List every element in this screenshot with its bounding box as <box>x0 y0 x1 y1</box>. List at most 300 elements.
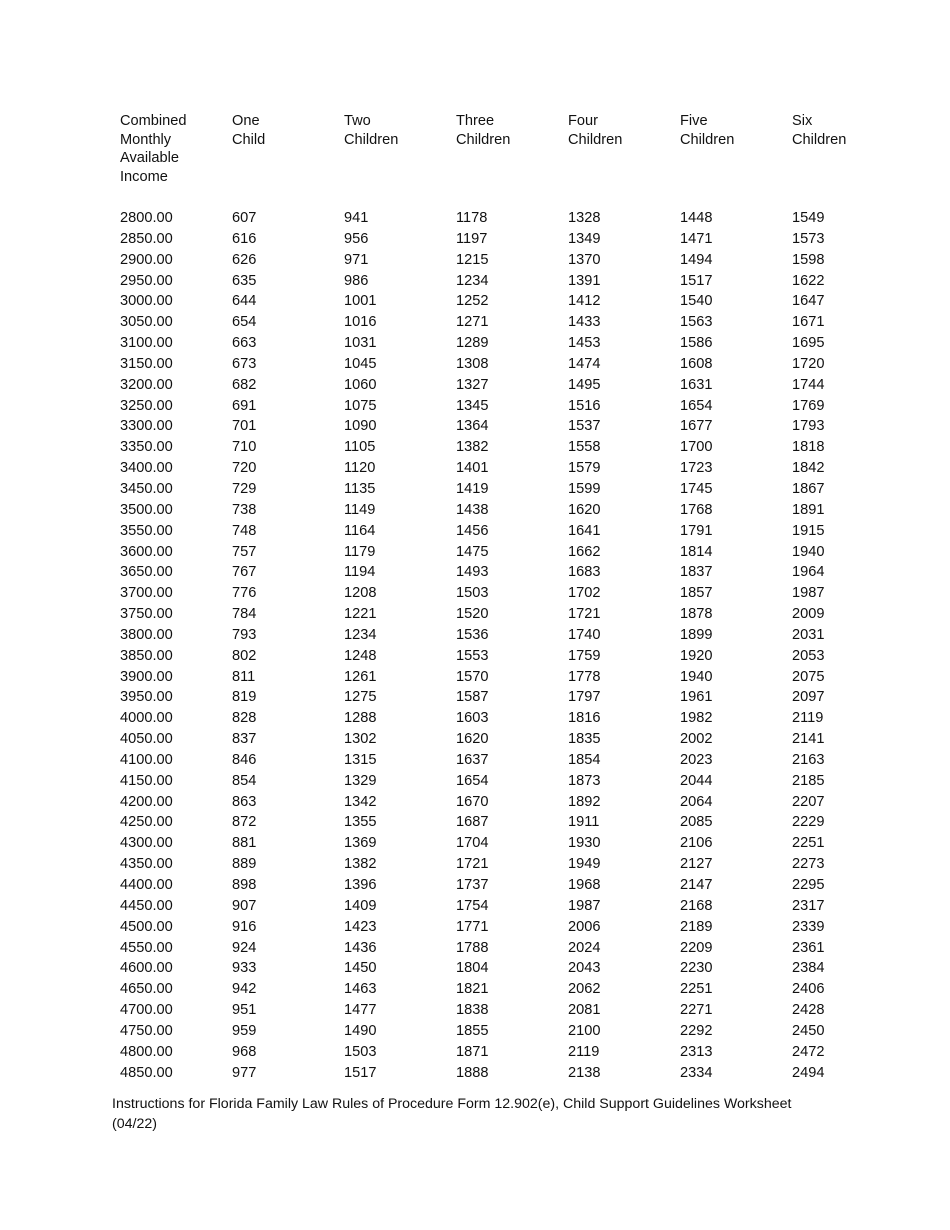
income-cell: 4200.00 <box>120 793 173 810</box>
support-amount-cell: 2085 <box>680 814 713 831</box>
support-amount-cell: 2271 <box>680 1002 713 1019</box>
income-cell: 4550.00 <box>120 939 173 956</box>
support-amount-cell: 1540 <box>680 293 713 310</box>
support-amount-cell: 2147 <box>680 877 713 893</box>
support-amount-cell: 729 <box>232 480 257 497</box>
support-amount-cell: 2406 <box>792 981 825 998</box>
support-amount-cell: 1474 <box>568 355 601 372</box>
support-amount-cell: 1493 <box>456 564 489 581</box>
table-row <box>112 917 896 938</box>
support-amount-cell: 1031 <box>344 335 377 352</box>
support-amount-cell: 2100 <box>568 1022 601 1039</box>
column-header-line: Four <box>568 113 599 129</box>
footer-line-2: (04/22) <box>112 1116 157 1132</box>
support-amount-cell: 1987 <box>568 897 601 914</box>
column-header <box>448 112 560 208</box>
support-amount-cell: 1818 <box>792 439 825 456</box>
support-amount-cell: 2009 <box>792 606 825 623</box>
support-amount-cell: 1349 <box>568 230 601 247</box>
support-amount-cell: 1382 <box>456 439 489 456</box>
support-amount-cell: 1637 <box>456 751 489 768</box>
support-amount-cell: 2295 <box>792 877 825 893</box>
support-amount-cell: 776 <box>232 585 257 602</box>
support-amount-cell: 1964 <box>792 564 825 581</box>
support-amount-cell: 1631 <box>680 376 713 393</box>
support-amount-cell: 1867 <box>792 480 825 497</box>
support-amount-cell: 1911 <box>568 814 600 831</box>
column-header-line: Two <box>344 113 371 129</box>
table-row <box>112 875 896 896</box>
support-amount-cell: 1700 <box>680 439 713 456</box>
support-amount-cell: 1878 <box>680 606 713 623</box>
column-header-line: Child <box>232 131 266 148</box>
support-amount-cell: 1517 <box>344 1064 377 1081</box>
support-amount-cell: 1873 <box>568 772 601 789</box>
table-row <box>112 250 896 271</box>
income-cell: 3700.00 <box>120 585 173 602</box>
support-amount-cell: 767 <box>232 564 257 581</box>
support-amount-cell: 691 <box>232 397 257 414</box>
table-row <box>112 521 896 542</box>
table-row <box>112 812 896 833</box>
support-amount-cell: 1448 <box>680 210 713 226</box>
support-amount-cell: 1234 <box>344 626 377 643</box>
table-row <box>112 708 896 729</box>
support-amount-cell: 738 <box>232 501 257 518</box>
support-amount-cell: 889 <box>232 856 257 873</box>
support-amount-cell: 1275 <box>344 689 377 706</box>
support-amount-cell: 2384 <box>792 960 825 977</box>
support-amount-cell: 1586 <box>680 335 713 352</box>
support-amount-cell: 2043 <box>568 960 601 977</box>
support-amount-cell: 2141 <box>792 731 825 748</box>
support-amount-cell: 1654 <box>680 397 713 414</box>
support-amount-cell: 2053 <box>792 647 825 664</box>
support-amount-cell: 2119 <box>792 710 824 727</box>
support-amount-cell: 626 <box>232 251 257 268</box>
support-amount-cell: 951 <box>232 1002 257 1019</box>
support-amount-cell: 1149 <box>344 501 376 518</box>
support-amount-cell: 1892 <box>568 793 601 810</box>
support-amount-cell: 710 <box>232 439 257 456</box>
table-body <box>112 208 896 1083</box>
income-cell: 3050.00 <box>120 314 173 331</box>
support-amount-cell: 959 <box>232 1022 257 1039</box>
support-amount-cell: 1987 <box>792 585 825 602</box>
income-cell: 4250.00 <box>120 814 173 831</box>
table-header <box>112 112 896 208</box>
support-amount-cell: 673 <box>232 355 257 372</box>
support-amount-cell: 1838 <box>456 1002 489 1019</box>
support-amount-cell: 1695 <box>792 335 825 352</box>
support-amount-cell: 701 <box>232 418 257 435</box>
support-amount-cell: 1598 <box>792 251 825 268</box>
table-row <box>112 271 896 292</box>
income-cell: 3900.00 <box>120 668 173 685</box>
table-row <box>112 437 896 458</box>
column-header-line: Children <box>456 131 511 148</box>
income-cell: 3250.00 <box>120 397 173 414</box>
support-amount-cell: 1391 <box>568 272 601 289</box>
table-row <box>112 562 896 583</box>
support-amount-cell: 1369 <box>344 835 377 852</box>
support-amount-cell: 1215 <box>456 251 489 268</box>
support-amount-cell: 1804 <box>456 960 489 977</box>
support-amount-cell: 1771 <box>456 918 489 935</box>
support-amount-cell: 1745 <box>680 480 713 497</box>
support-amount-cell: 2163 <box>792 751 825 768</box>
support-amount-cell: 1355 <box>344 814 377 831</box>
support-amount-cell: 1563 <box>680 314 713 331</box>
support-amount-cell: 1271 <box>456 314 489 331</box>
support-amount-cell: 916 <box>232 918 257 935</box>
support-amount-cell: 1721 <box>456 856 489 873</box>
support-amount-cell: 942 <box>232 981 257 998</box>
support-amount-cell: 793 <box>232 626 257 643</box>
table-row <box>112 625 896 646</box>
column-header-line: One <box>232 113 260 129</box>
support-amount-cell: 2075 <box>792 668 825 685</box>
column-header <box>672 112 784 208</box>
support-amount-cell: 1982 <box>680 710 713 727</box>
support-amount-cell: 2024 <box>568 939 601 956</box>
table-row <box>112 500 896 521</box>
support-amount-cell: 1842 <box>792 460 825 477</box>
column-header-line: Three <box>456 113 495 129</box>
support-amount-cell: 644 <box>232 293 257 310</box>
support-amount-cell: 2251 <box>680 981 713 998</box>
support-amount-cell: 2106 <box>680 835 713 852</box>
column-header <box>784 112 896 208</box>
column-header-line: Six <box>792 113 813 129</box>
support-amount-cell: 1702 <box>568 585 601 602</box>
support-amount-cell: 1759 <box>568 647 601 664</box>
support-amount-cell: 2119 <box>568 1043 600 1060</box>
support-amount-cell: 1517 <box>680 272 713 289</box>
column-header-line: Monthly <box>120 131 172 148</box>
table-row <box>112 583 896 604</box>
support-amount-cell: 2494 <box>792 1064 825 1081</box>
support-amount-cell: 1687 <box>456 814 489 831</box>
support-amount-cell: 654 <box>232 314 257 331</box>
income-cell: 3850.00 <box>120 647 173 664</box>
support-amount-cell: 2273 <box>792 856 825 873</box>
support-amount-cell: 1329 <box>344 772 377 789</box>
table-row <box>112 312 896 333</box>
support-amount-cell: 1835 <box>568 731 601 748</box>
support-amount-cell: 1438 <box>456 501 489 518</box>
support-amount-cell: 1401 <box>456 460 489 477</box>
support-amount-cell: 1221 <box>344 606 377 623</box>
support-amount-cell: 1327 <box>456 376 489 393</box>
support-amount-cell: 1899 <box>680 626 713 643</box>
support-amount-cell: 616 <box>232 230 257 247</box>
support-amount-cell: 1814 <box>680 543 713 560</box>
support-amount-cell: 1194 <box>344 564 376 581</box>
support-amount-cell: 2230 <box>680 960 713 977</box>
support-amount-cell: 863 <box>232 793 257 810</box>
support-amount-cell: 2472 <box>792 1043 825 1060</box>
income-cell: 4400.00 <box>120 877 173 893</box>
income-cell: 2800.00 <box>120 210 173 226</box>
support-amount-cell: 663 <box>232 335 257 352</box>
support-amount-cell: 1120 <box>344 460 376 477</box>
child-support-schedule-table <box>112 112 896 1083</box>
table-row <box>112 375 896 396</box>
income-cell: 3600.00 <box>120 543 173 560</box>
income-cell: 3350.00 <box>120 439 173 456</box>
support-amount-cell: 2081 <box>568 1002 601 1019</box>
support-amount-cell: 1553 <box>456 647 489 664</box>
support-amount-cell: 1423 <box>344 918 377 935</box>
support-amount-cell: 1436 <box>344 939 377 956</box>
support-amount-cell: 1888 <box>456 1064 489 1081</box>
support-amount-cell: 1364 <box>456 418 489 435</box>
table-row <box>112 354 896 375</box>
support-amount-cell: 784 <box>232 606 257 623</box>
support-amount-cell: 1620 <box>456 731 489 748</box>
support-amount-cell: 1558 <box>568 439 601 456</box>
support-amount-cell: 1723 <box>680 460 713 477</box>
support-amount-cell: 924 <box>232 939 257 956</box>
income-cell: 3100.00 <box>120 335 173 352</box>
table-row <box>112 1063 896 1084</box>
income-cell: 4800.00 <box>120 1043 173 1060</box>
support-amount-cell: 2428 <box>792 1002 825 1019</box>
support-amount-cell: 1342 <box>344 793 377 810</box>
table-row <box>112 1042 896 1063</box>
support-amount-cell: 802 <box>232 647 257 664</box>
support-amount-cell: 1549 <box>792 210 825 226</box>
support-amount-cell: 2064 <box>680 793 713 810</box>
support-amount-cell: 819 <box>232 689 257 706</box>
support-amount-cell: 1683 <box>568 564 601 581</box>
support-amount-cell: 1961 <box>680 689 713 706</box>
column-header-line: Available <box>120 150 179 166</box>
support-amount-cell: 1940 <box>792 543 825 560</box>
income-cell: 2900.00 <box>120 251 173 268</box>
support-amount-cell: 968 <box>232 1043 257 1060</box>
support-amount-cell: 1791 <box>680 522 713 539</box>
column-header-line: Income <box>120 168 168 185</box>
column-header <box>224 112 336 208</box>
support-amount-cell: 1075 <box>344 397 377 414</box>
support-amount-cell: 1579 <box>568 460 601 477</box>
support-amount-cell: 1302 <box>344 731 377 748</box>
support-amount-cell: 1797 <box>568 689 601 706</box>
support-amount-cell: 2292 <box>680 1022 713 1039</box>
support-amount-cell: 1164 <box>344 522 376 539</box>
support-amount-cell: 1345 <box>456 397 489 414</box>
support-amount-cell: 2062 <box>568 981 601 998</box>
support-amount-cell: 720 <box>232 460 257 477</box>
support-amount-cell: 1179 <box>344 543 376 560</box>
support-amount-cell: 748 <box>232 522 257 539</box>
column-header-line: Five <box>680 113 708 129</box>
income-cell: 4600.00 <box>120 960 173 977</box>
income-cell: 4050.00 <box>120 731 173 748</box>
table-row <box>112 479 896 500</box>
support-amount-cell: 986 <box>344 272 369 289</box>
income-cell: 4650.00 <box>120 981 173 998</box>
header-row <box>112 112 896 208</box>
support-amount-cell: 1857 <box>680 585 713 602</box>
support-amount-cell: 1737 <box>456 877 489 893</box>
support-amount-cell: 2138 <box>568 1064 601 1081</box>
support-amount-cell: 1608 <box>680 355 713 372</box>
support-amount-cell: 1671 <box>792 314 825 331</box>
table-row <box>112 771 896 792</box>
support-amount-cell: 2361 <box>792 939 825 956</box>
support-amount-cell: 1740 <box>568 626 601 643</box>
income-cell: 3650.00 <box>120 564 173 581</box>
support-amount-cell: 1949 <box>568 856 601 873</box>
support-amount-cell: 1382 <box>344 856 377 873</box>
income-cell: 4100.00 <box>120 751 173 768</box>
support-amount-cell: 1060 <box>344 376 377 393</box>
support-amount-cell: 1720 <box>792 355 825 372</box>
support-amount-cell: 1197 <box>456 230 488 247</box>
table-row <box>112 667 896 688</box>
support-amount-cell: 1854 <box>568 751 601 768</box>
income-cell: 4500.00 <box>120 918 173 935</box>
support-amount-cell: 1288 <box>344 710 377 727</box>
support-amount-cell: 1248 <box>344 647 377 664</box>
support-amount-cell: 2251 <box>792 835 825 852</box>
support-amount-cell: 1793 <box>792 418 825 435</box>
table-row <box>112 896 896 917</box>
income-cell: 3800.00 <box>120 626 173 643</box>
support-amount-cell: 2334 <box>680 1064 713 1081</box>
support-amount-cell: 1915 <box>792 522 825 539</box>
income-cell: 4350.00 <box>120 856 173 873</box>
table-row <box>112 458 896 479</box>
column-header-line: Children <box>792 131 847 148</box>
support-amount-cell: 1603 <box>456 710 489 727</box>
support-amount-cell: 1587 <box>456 689 489 706</box>
table-row <box>112 646 896 667</box>
income-cell: 3750.00 <box>120 606 173 623</box>
income-cell: 3150.00 <box>120 355 173 372</box>
support-amount-cell: 872 <box>232 814 257 831</box>
support-amount-cell: 1453 <box>568 335 601 352</box>
income-cell: 4750.00 <box>120 1022 173 1039</box>
income-cell: 2850.00 <box>120 230 173 247</box>
table-row <box>112 729 896 750</box>
table-row <box>112 687 896 708</box>
income-cell: 4700.00 <box>120 1002 173 1019</box>
support-amount-cell: 1662 <box>568 543 601 560</box>
support-amount-cell: 1495 <box>568 376 601 393</box>
support-amount-cell: 1573 <box>792 230 825 247</box>
support-amount-cell: 1475 <box>456 543 489 560</box>
support-amount-cell: 607 <box>232 210 257 226</box>
support-amount-cell: 811 <box>232 668 256 685</box>
support-amount-cell: 2317 <box>792 897 825 914</box>
support-amount-cell: 1622 <box>792 272 825 289</box>
support-amount-cell: 682 <box>232 376 257 393</box>
income-cell: 4450.00 <box>120 897 173 914</box>
support-amount-cell: 1670 <box>456 793 489 810</box>
support-amount-cell: 1536 <box>456 626 489 643</box>
income-cell: 3500.00 <box>120 501 173 518</box>
support-amount-cell: 1516 <box>568 397 601 414</box>
table-row <box>112 333 896 354</box>
column-header <box>336 112 448 208</box>
support-amount-cell: 1090 <box>344 418 377 435</box>
support-amount-cell: 907 <box>232 897 257 914</box>
income-cell: 3400.00 <box>120 460 173 477</box>
support-amount-cell: 1503 <box>456 585 489 602</box>
support-amount-cell: 1396 <box>344 877 377 893</box>
support-amount-cell: 2450 <box>792 1022 825 1039</box>
support-amount-cell: 2127 <box>680 856 713 873</box>
table-row <box>112 979 896 1000</box>
support-amount-cell: 1450 <box>344 960 377 977</box>
table-row <box>112 604 896 625</box>
support-amount-cell: 854 <box>232 772 257 789</box>
support-amount-cell: 2023 <box>680 751 713 768</box>
support-amount-cell: 2168 <box>680 897 713 914</box>
income-cell: 4850.00 <box>120 1064 173 1081</box>
support-amount-cell: 2229 <box>792 814 825 831</box>
support-amount-cell: 977 <box>232 1064 257 1081</box>
support-amount-cell: 1837 <box>680 564 713 581</box>
income-cell: 3450.00 <box>120 480 173 497</box>
support-amount-cell: 1178 <box>456 210 488 226</box>
support-amount-cell: 2031 <box>792 626 825 643</box>
column-header <box>560 112 672 208</box>
support-amount-cell: 1721 <box>568 606 601 623</box>
support-amount-cell: 2207 <box>792 793 825 810</box>
support-amount-cell: 1308 <box>456 355 489 372</box>
support-amount-cell: 2189 <box>680 918 713 935</box>
support-amount-cell: 2209 <box>680 939 713 956</box>
table-row <box>112 854 896 875</box>
table-row <box>112 208 896 229</box>
support-amount-cell: 1855 <box>456 1022 489 1039</box>
table-row <box>112 958 896 979</box>
support-amount-cell: 1570 <box>456 668 489 685</box>
support-amount-cell: 1289 <box>456 335 489 352</box>
support-amount-cell: 1920 <box>680 647 713 664</box>
income-cell: 4300.00 <box>120 835 173 852</box>
support-amount-cell: 635 <box>232 272 257 289</box>
support-amount-cell: 1016 <box>344 314 377 331</box>
support-amount-cell: 1503 <box>344 1043 377 1060</box>
footer-line-1: Instructions for Florida Family Law Rules of Procedure Form 12.902(e), Child Support Guidelines Worksheet <box>112 1096 792 1112</box>
support-amount-cell: 1788 <box>456 939 489 956</box>
support-amount-cell: 1891 <box>792 501 825 518</box>
table-row <box>112 291 896 312</box>
support-amount-cell: 846 <box>232 751 257 768</box>
table-row <box>112 938 896 959</box>
support-amount-cell: 1816 <box>568 710 601 727</box>
support-amount-cell: 1768 <box>680 501 713 518</box>
column-header-line: Children <box>344 131 399 148</box>
support-amount-cell: 1419 <box>456 480 489 497</box>
income-cell: 3000.00 <box>120 293 173 310</box>
support-amount-cell: 1754 <box>456 897 489 914</box>
support-amount-cell: 1135 <box>344 480 376 497</box>
table-row <box>112 1021 896 1042</box>
support-amount-cell: 956 <box>344 230 369 247</box>
support-amount-cell: 1409 <box>344 897 377 914</box>
support-amount-cell: 1654 <box>456 772 489 789</box>
support-amount-cell: 1045 <box>344 355 377 372</box>
support-amount-cell: 1769 <box>792 397 825 414</box>
support-amount-cell: 1261 <box>344 668 377 685</box>
